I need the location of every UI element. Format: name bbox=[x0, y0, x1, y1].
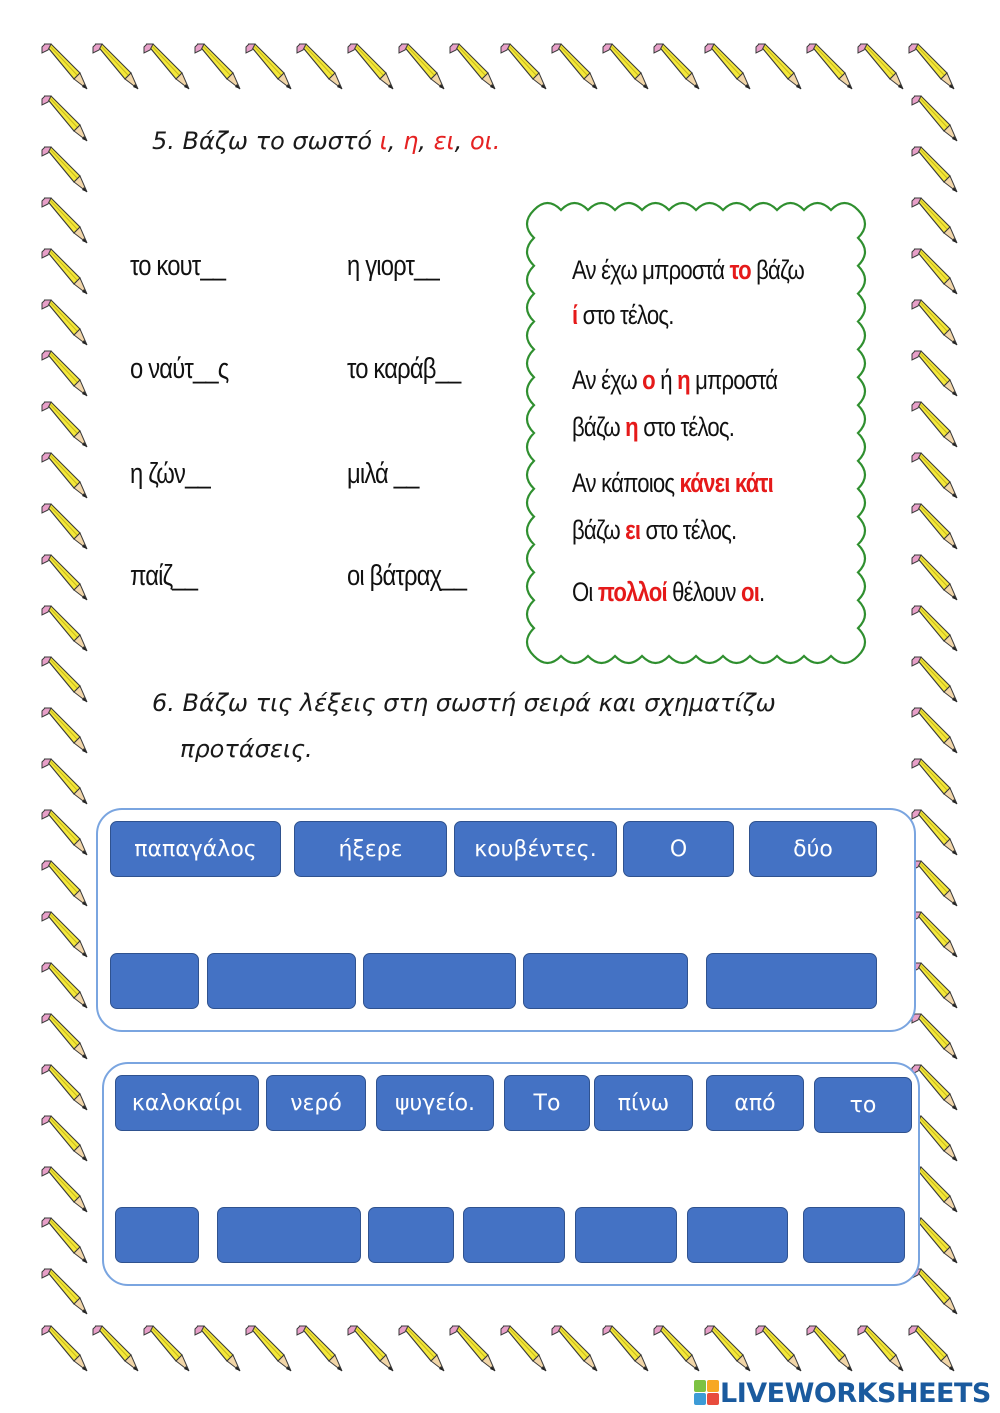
exercise-5-heading: 5. Βάζω το σωστό ι, η, ει, οι. bbox=[152, 127, 501, 155]
pencil-icon bbox=[42, 963, 87, 1008]
pencil-icon bbox=[42, 1167, 87, 1212]
pencil-icon bbox=[912, 861, 957, 906]
pencil-icon bbox=[42, 912, 87, 957]
rule-1-line-1: Αν έχω μπροστά το βάζω bbox=[572, 255, 804, 285]
drop-slot[interactable] bbox=[803, 1207, 905, 1263]
exercise-6-line-2: προτάσεις. bbox=[180, 735, 313, 763]
option-4: οι bbox=[469, 127, 493, 155]
pencil-icon bbox=[348, 44, 393, 89]
pencil-icon bbox=[654, 1326, 699, 1371]
pencil-icon bbox=[912, 147, 957, 192]
pencil-icon bbox=[42, 44, 87, 89]
pencil-icon bbox=[858, 44, 903, 89]
liveworksheets-logo-icon bbox=[694, 1380, 720, 1406]
pencil-icon bbox=[450, 1326, 495, 1371]
pencil-icon bbox=[912, 1014, 957, 1059]
pencil-icon bbox=[42, 198, 87, 243]
drop-slot[interactable] bbox=[687, 1207, 788, 1263]
word-6: μιλά __ bbox=[347, 458, 419, 490]
pencil-icon bbox=[807, 1326, 852, 1371]
pencil-icon bbox=[195, 1326, 240, 1371]
pencil-icon bbox=[399, 1326, 444, 1371]
word-tile[interactable]: κουβέντες. bbox=[454, 821, 617, 877]
pencil-icon bbox=[42, 1326, 87, 1371]
drop-slot[interactable] bbox=[575, 1207, 677, 1263]
pencil-icon bbox=[297, 44, 342, 89]
pencil-icon bbox=[42, 1065, 87, 1110]
pencil-icon bbox=[912, 96, 957, 141]
word-tile[interactable]: ψυγείο. bbox=[376, 1075, 494, 1131]
pencil-icon bbox=[912, 810, 957, 855]
pencil-icon bbox=[705, 44, 750, 89]
rule-4: Οι πολλοί θέλουν οι. bbox=[572, 577, 765, 607]
word-7: παίζ__ bbox=[130, 560, 198, 592]
pencil-icon bbox=[909, 1326, 954, 1371]
rule-1-line-2: ί στο τέλος. bbox=[572, 300, 674, 330]
pencil-icon bbox=[42, 810, 87, 855]
pencil-icon bbox=[246, 44, 291, 89]
pencil-icon bbox=[552, 1326, 597, 1371]
word-tile[interactable]: καλοκαίρι bbox=[115, 1075, 259, 1131]
pencil-icon bbox=[42, 555, 87, 600]
pencil-icon bbox=[912, 300, 957, 345]
drop-slot[interactable] bbox=[207, 953, 356, 1009]
option-1: ι bbox=[379, 127, 388, 155]
drop-slot[interactable] bbox=[523, 953, 688, 1009]
pencil-icon bbox=[42, 453, 87, 498]
pencil-icon bbox=[912, 1269, 957, 1314]
pencil-icon bbox=[399, 44, 444, 89]
pencil-icon bbox=[756, 1326, 801, 1371]
pencil-icon bbox=[348, 1326, 393, 1371]
pencil-icon bbox=[912, 963, 957, 1008]
exercise-5-instruction: Βάζω το σωστό bbox=[182, 127, 373, 155]
pencil-icon bbox=[42, 759, 87, 804]
pencil-icon bbox=[42, 708, 87, 753]
pencil-icon bbox=[912, 912, 957, 957]
liveworksheets-text: LIVEWORKSHEETS bbox=[720, 1377, 991, 1409]
exercise-5-number: 5. bbox=[152, 127, 175, 155]
word-3: ο ναύτ__ς bbox=[130, 353, 229, 385]
exercise-6-heading bbox=[152, 689, 776, 717]
rule-2-line-1: Αν έχω ο ή η μπροστά bbox=[572, 365, 778, 395]
word-tile[interactable]: δύο bbox=[749, 821, 877, 877]
word-tile[interactable]: Ο bbox=[623, 821, 734, 877]
word-5: η ζών__ bbox=[130, 458, 210, 490]
pencil-icon bbox=[912, 198, 957, 243]
pencil-icon bbox=[42, 402, 87, 447]
option-2: η bbox=[403, 127, 419, 155]
pencil-icon bbox=[42, 1116, 87, 1161]
pencil-icon bbox=[912, 555, 957, 600]
word-tile[interactable]: παπαγάλος bbox=[110, 821, 281, 877]
option-3: ει bbox=[433, 127, 455, 155]
pencil-icon bbox=[195, 44, 240, 89]
pencil-icon bbox=[93, 1326, 138, 1371]
pencil-icon bbox=[42, 606, 87, 651]
exercise-6-line-1: Βάζω τις λέξεις στη σωστή σειρά και σχηματίζω bbox=[182, 689, 776, 717]
liveworksheets-brand bbox=[694, 1378, 991, 1408]
pencil-icon bbox=[42, 1269, 87, 1314]
pencil-icon bbox=[42, 657, 87, 702]
pencil-icon bbox=[297, 1326, 342, 1371]
pencil-icon bbox=[246, 1326, 291, 1371]
pencil-icon bbox=[705, 1326, 750, 1371]
pencil-icon bbox=[42, 300, 87, 345]
pencil-icon bbox=[912, 504, 957, 549]
drop-slot[interactable] bbox=[217, 1207, 361, 1263]
pencil-icon bbox=[912, 453, 957, 498]
pencil-icon bbox=[144, 1326, 189, 1371]
pencil-icon bbox=[42, 861, 87, 906]
pencil-icon bbox=[654, 44, 699, 89]
pencil-icon bbox=[756, 44, 801, 89]
word-tile[interactable]: το bbox=[814, 1077, 912, 1133]
drop-slot[interactable] bbox=[706, 953, 877, 1009]
pencil-icon bbox=[93, 44, 138, 89]
pencil-icon bbox=[912, 351, 957, 396]
word-tile[interactable]: νερό bbox=[266, 1075, 366, 1131]
word-1: το κουτ__ bbox=[130, 250, 226, 282]
pencil-icon bbox=[909, 44, 954, 89]
pencil-icon bbox=[450, 44, 495, 89]
word-tile[interactable]: πίνω bbox=[594, 1075, 693, 1131]
pencil-icon bbox=[603, 44, 648, 89]
word-tile[interactable]: ήξερε bbox=[294, 821, 447, 877]
pencil-icon bbox=[501, 1326, 546, 1371]
drop-slot[interactable] bbox=[115, 1207, 199, 1263]
pencil-icon bbox=[42, 96, 87, 141]
word-4: το καράβ__ bbox=[347, 353, 461, 385]
drop-slot[interactable] bbox=[368, 1207, 454, 1263]
pencil-icon bbox=[552, 44, 597, 89]
pencil-icon bbox=[42, 1014, 87, 1059]
pencil-icon bbox=[42, 1218, 87, 1263]
pencil-icon bbox=[42, 147, 87, 192]
pencil-icon bbox=[807, 44, 852, 89]
word-tile[interactable]: από bbox=[706, 1075, 804, 1131]
pencil-icon bbox=[42, 351, 87, 396]
drop-slot[interactable] bbox=[363, 953, 516, 1009]
drop-slot[interactable] bbox=[463, 1207, 565, 1263]
pencil-icon bbox=[912, 402, 957, 447]
pencil-icon bbox=[912, 759, 957, 804]
pencil-icon bbox=[144, 44, 189, 89]
pencil-icon bbox=[912, 708, 957, 753]
rule-3-line-2: βάζω ει στο τέλος. bbox=[572, 515, 737, 545]
pencil-icon bbox=[858, 1326, 903, 1371]
word-8: οι βάτραχ__ bbox=[347, 560, 467, 592]
pencil-icon bbox=[603, 1326, 648, 1371]
pencil-icon bbox=[912, 606, 957, 651]
rule-3-line-1: Αν κάποιος κάνει κάτι bbox=[572, 468, 773, 498]
pencil-icon bbox=[42, 249, 87, 294]
exercise-6-number: 6. bbox=[152, 689, 175, 717]
pencil-icon bbox=[501, 44, 546, 89]
drop-slot[interactable] bbox=[110, 953, 199, 1009]
rule-2-line-2: βάζω η στο τέλος. bbox=[572, 412, 735, 442]
pencil-icon bbox=[42, 504, 87, 549]
word-tile[interactable]: Το bbox=[504, 1075, 590, 1131]
pencil-icon bbox=[912, 249, 957, 294]
pencil-icon bbox=[912, 657, 957, 702]
word-2: η γιορτ__ bbox=[347, 250, 439, 282]
